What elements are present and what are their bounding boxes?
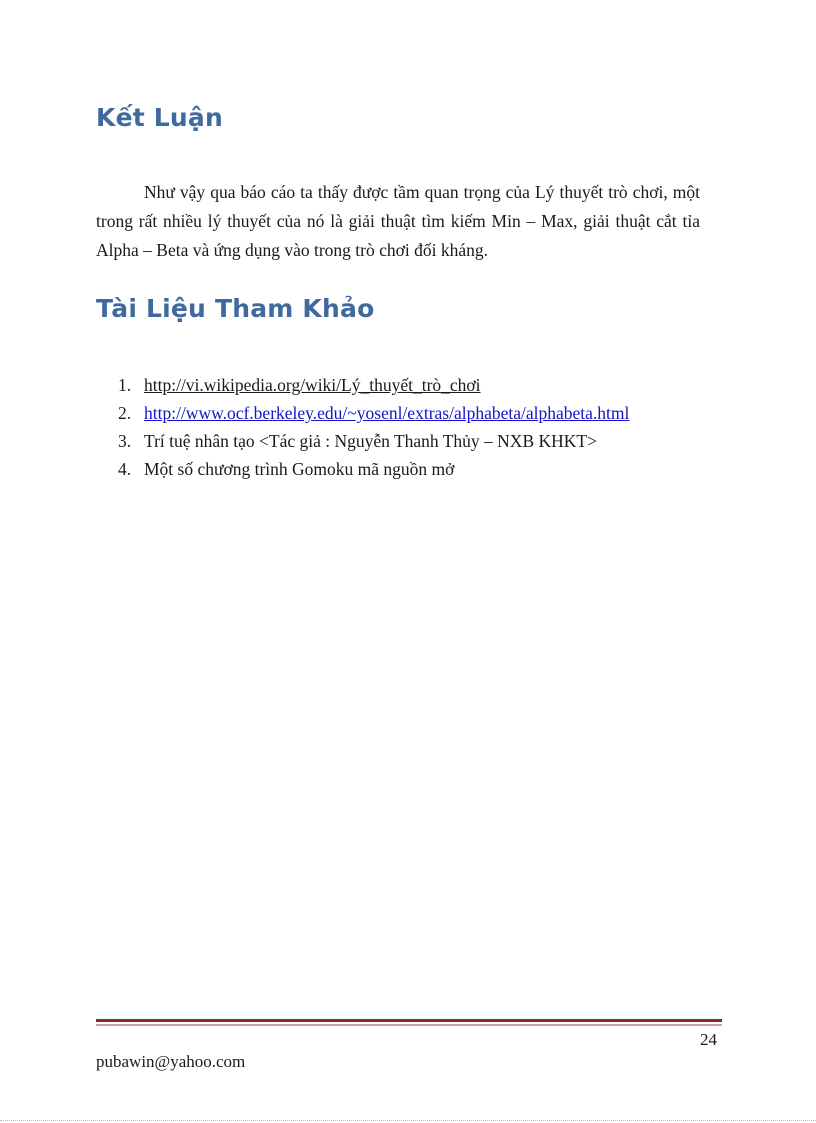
conclusion-heading: Kết Luận bbox=[96, 103, 223, 132]
footer-rule bbox=[96, 1019, 722, 1022]
reference-text: Trí tuệ nhân tạo <Tác giả : Nguyễn Thanh Thủy – NXB KHKT> bbox=[144, 431, 597, 451]
reference-link-wikipedia[interactable]: http://vi.wikipedia.org/wiki/Lý_thuyết_trò_chơi bbox=[144, 375, 481, 395]
references-heading: Tài Liệu Tham Khảo bbox=[96, 294, 375, 323]
reference-list bbox=[118, 371, 629, 483]
reference-link-berkeley[interactable]: http://www.ocf.berkeley.edu/~yosenl/extras/alphabeta/alphabeta.html bbox=[144, 403, 630, 423]
reference-number: 1. bbox=[118, 375, 132, 395]
reference-number: 3. bbox=[118, 431, 132, 451]
page-edge-divider bbox=[0, 1120, 816, 1121]
reference-text: Một số chương trình Gomoku mã nguồn mở bbox=[144, 459, 455, 479]
reference-item-4 bbox=[118, 455, 629, 483]
conclusion-paragraph: Như vậy qua báo cáo ta thấy được tầm quan trọng của Lý thuyết trò chơi, một trong rất nhiều lý thuyết của nó là giải thuật tìm kiếm Min – Max, giải thuật cắt tỉa Alpha – Beta và ứng dụng vào trong trò chơi đối kháng. bbox=[96, 182, 700, 260]
footer-rule-secondary bbox=[96, 1024, 722, 1026]
reference-item-1 bbox=[118, 371, 629, 399]
footer-email: pubawin@yahoo.com bbox=[96, 1052, 246, 1071]
page-number: 24 bbox=[700, 1030, 717, 1049]
reference-number: 2. bbox=[118, 403, 132, 423]
reference-item-3 bbox=[118, 427, 629, 455]
reference-number: 4. bbox=[118, 459, 132, 479]
reference-item-2 bbox=[118, 399, 629, 427]
